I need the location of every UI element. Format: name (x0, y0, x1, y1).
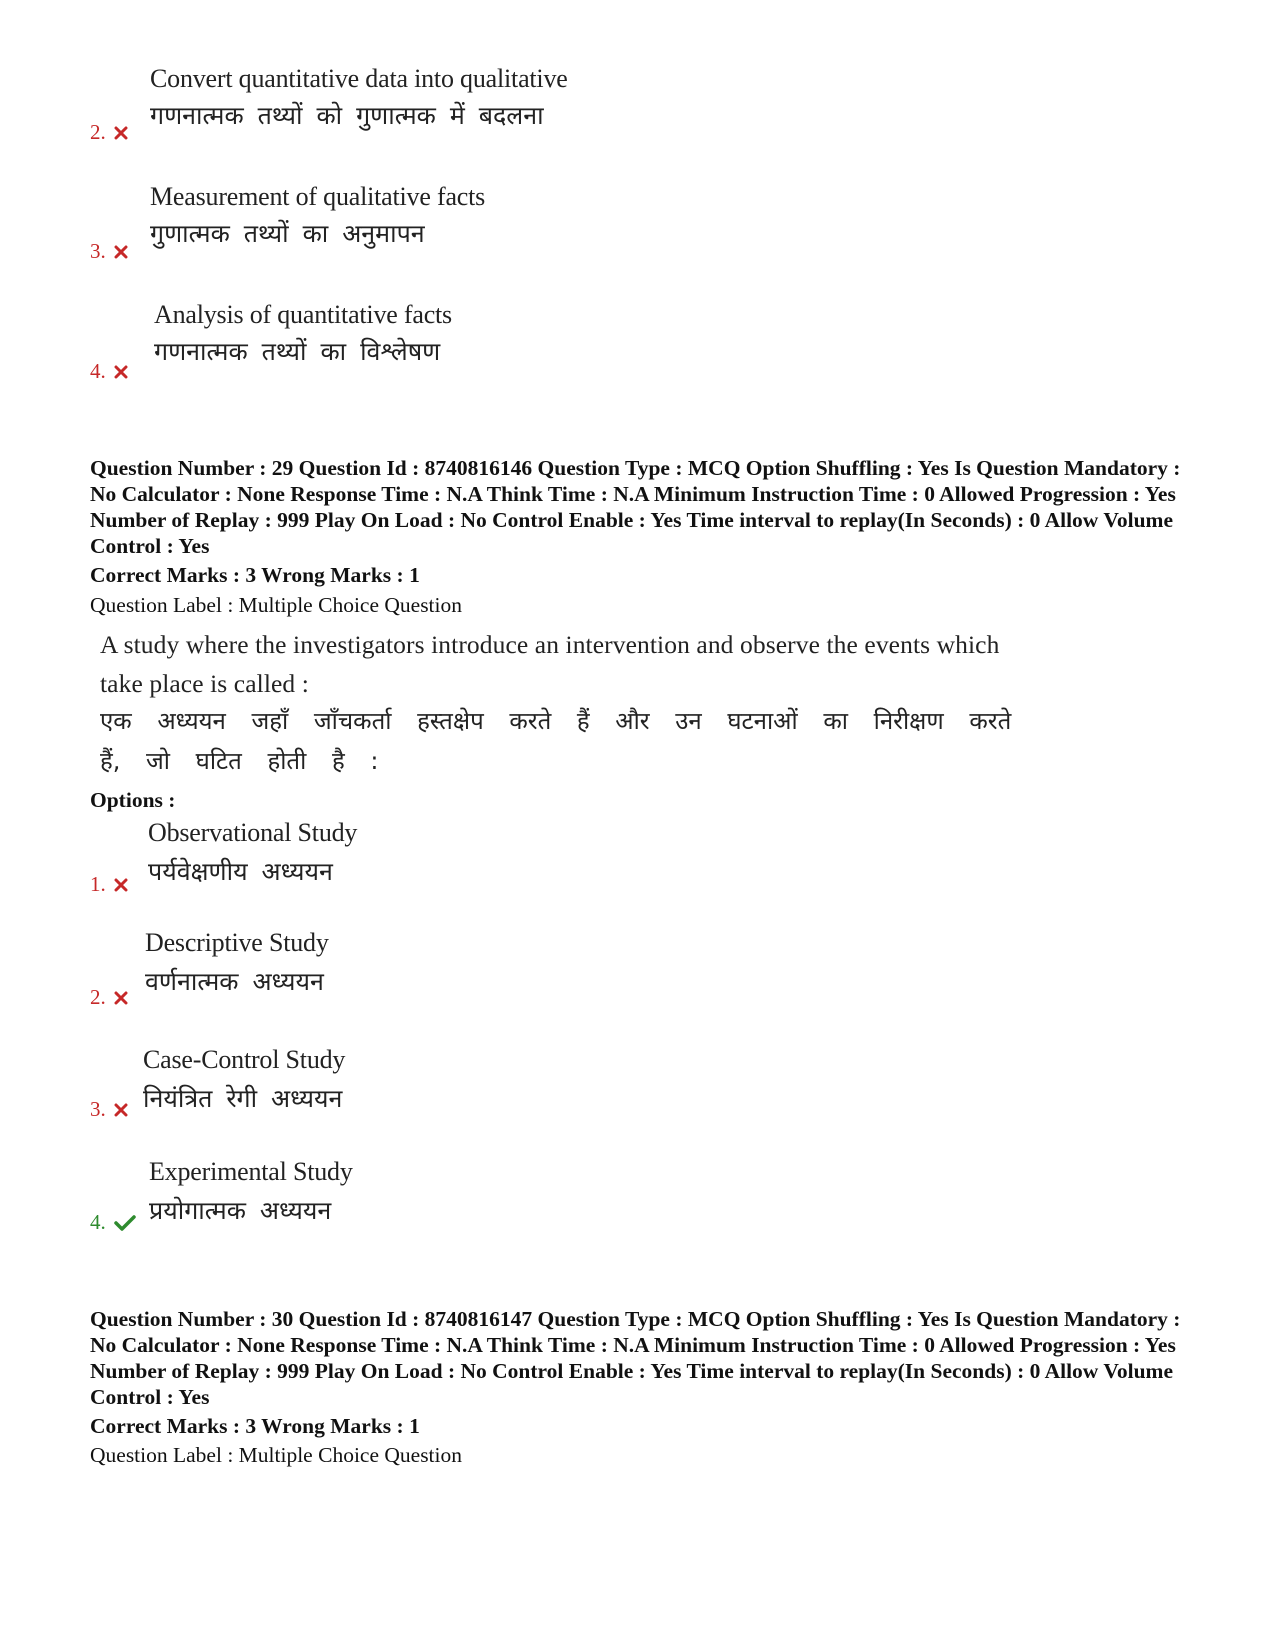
prev-option-2-en: Convert quantitative data into qualitative (150, 64, 568, 93)
prev-option-4-marker (90, 359, 128, 384)
q29-option-2-hi: वर्णनात्मक अध्ययन (145, 967, 324, 996)
q29-option-1-en: Observational Study (148, 818, 358, 847)
q29-text-en-line2: take place is called : (100, 669, 309, 698)
option-number: 3. (90, 239, 106, 263)
q29-meta: Question Number : 29 Question Id : 8740816146 Question Type : MCQ Option Shuffling : Yes Is Question Mandatory : No Calculator : None Response Time : N.A Think Time : N.A Minimum Instruction Time : 0 Allowed Progression : Yes Number of Replay : 999 Play On Load : No Control Enable : Yes Time interval to replay(In Seconds) : 0 Allow Volume Control : Yes (90, 456, 1181, 558)
q29-marks: Correct Marks : 3 Wrong Marks : 1 (90, 563, 420, 587)
cross-icon (114, 991, 128, 1010)
q29-option-2-marker (90, 985, 128, 1010)
option-number: 4. (90, 1210, 106, 1234)
prev-option-2-hi: गणनात्मक तथ्यों को गुणात्मक में बदलना (150, 101, 544, 130)
q29-options-label: Options : (90, 788, 176, 812)
prev-option-4-hi: गणनात्मक तथ्यों का विश्लेषण (154, 337, 441, 366)
prev-option-3-hi: गुणात्मक तथ्यों का अनुमापन (150, 219, 425, 248)
q29-option-3-en: Case-Control Study (143, 1045, 346, 1074)
q29-text-hi-line2: हैं, जो घटित होती है : (100, 747, 379, 775)
q29-option-4-marker (90, 1210, 136, 1236)
q29-option-1-hi: पर्यवेक्षणीय अध्ययन (148, 857, 333, 886)
q30-label: Question Label : Multiple Choice Question (90, 1443, 463, 1467)
q29-label: Question Label : Multiple Choice Question (90, 593, 463, 617)
prev-option-4-en: Analysis of quantitative facts (154, 300, 452, 329)
cross-icon (114, 126, 128, 145)
cross-icon (114, 1103, 128, 1122)
q29-option-1-marker (90, 872, 128, 897)
q29-option-2-en: Descriptive Study (145, 928, 329, 957)
option-number: 4. (90, 359, 106, 383)
q29-option-4-hi: प्रयोगात्मक अध्ययन (149, 1196, 332, 1225)
q29-option-3-marker (90, 1097, 128, 1122)
q29-option-4-en: Experimental Study (149, 1157, 353, 1186)
q29-option-3-hi: नियंत्रित रेगी अध्ययन (143, 1084, 343, 1113)
option-number: 1. (90, 872, 106, 896)
option-number: 3. (90, 1097, 106, 1121)
cross-icon (114, 365, 128, 384)
prev-option-3-marker (90, 239, 128, 264)
option-number: 2. (90, 120, 106, 144)
prev-option-2-marker (90, 120, 128, 145)
cross-icon (114, 878, 128, 897)
q29-text-hi-line1: एक अध्ययन जहाँ जाँचकर्ता हस्तक्षेप करते हैं और उन घटनाओं का निरीक्षण करते (100, 707, 1012, 735)
check-icon (114, 1215, 136, 1236)
cross-icon (114, 245, 128, 264)
prev-option-3-en: Measurement of qualitative facts (150, 182, 486, 211)
option-number: 2. (90, 985, 106, 1009)
q30-meta: Question Number : 30 Question Id : 8740816147 Question Type : MCQ Option Shuffling : Yes Is Question Mandatory : No Calculator : None Response Time : N.A Think Time : N.A Minimum Instruction Time : 0 Allowed Progression : Yes Number of Replay : 999 Play On Load : No Control Enable : Yes Time interval to replay(In Seconds) : 0 Allow Volume Control : Yes (90, 1307, 1181, 1409)
q30-marks: Correct Marks : 3 Wrong Marks : 1 (90, 1414, 420, 1438)
q29-text-en-line1: A study where the investigators introduce an intervention and observe the events which (100, 630, 1000, 659)
